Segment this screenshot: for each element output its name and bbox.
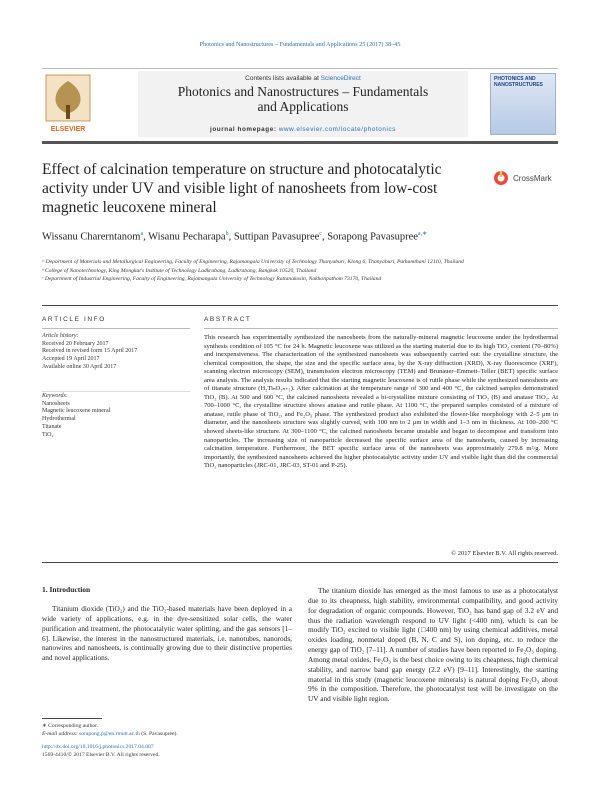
sciencedirect-link[interactable]: ScienceDirect <box>320 75 361 82</box>
keyword-item: Nanosheets <box>42 400 70 407</box>
history-item: Accepted 19 April 2017 <box>42 356 100 363</box>
affiliation-list <box>42 258 552 284</box>
crossmark-badge[interactable] <box>493 170 559 188</box>
section-heading-introduction: 1. Introduction <box>42 585 91 594</box>
history-label: Article history: <box>42 333 79 339</box>
keyword-item: Titanate <box>42 423 62 430</box>
body-paragraph: Titanium dioxide (TiO₂) and the TiO₂-based materials have been deployed in a wide variety of applications, e.g. in the dye-sensitized solar cells, the water purification and treatment, the photocatalytic water splitting, and the gas sensors [1–6]. Likewise, the interest in the nanostructured materials, i.e. nanotubes, nanorods, nanowires and nanosheets, is continually growing due to their distinctive properties and novel applications. <box>42 604 292 663</box>
doi-link[interactable]: http://dx.doi.org/10.1016/j.photonics.2017.04.007 <box>42 744 154 750</box>
corresponding-label: ∗ Corresponding author. <box>42 723 99 729</box>
abstract-body: This research has experimentally synthesized the nanosheets from the naturally-mineral magnetic leucoxene under the hydrothermal synthesis condition of 105 °C for 24 h. Magnetic leucoxene was utilized as the starting material due to its high TiO₂ content (70–80%) and inexpensiveness. The characterization of the synthesized nanosheets was subsequently carried out: the crystalline structure, the chemical composition, the shape, the size and the specific surface area, by the X-ray diffraction (XRD), X-ray fluorescence (XRF), scanning electron microscopy (SEM), transmission electron microscopy (TEM) and Brunauer–Emmett–Teller (BET) specific surface area analysis. The analysis results indicated that the starting magnetic leucoxene is of rutile phase while the synthesized nanosheets are of titanate structure (H₂TiₙO₂ₙ₊₁). After calcination at the temperature range of 300 and 400 °C, the calcined samples demonstrated TiO₂ (B). At 500 and 600 °C, the calcined nanosheets revealed a bi-crystalline mixture consisting of TiO₂ (B) and anatase TiO₂. At 700–1000 °C, the crystalline structure shows anatase and rutile phase. At 1100 °C, the prepared samples consisted of a mixture of anatase, rutile phase of TiO₂, and Fe₂O₃ phase. The synthesized product also exhibited the flower-like morphology with 2–5 μm in diameter, and the nanosheets structure was slightly curved, with 100 nm to 2 μm in width and 1–3 nm in thickness. At 100–200 °C showed sheets-like structure. At 300–1100 °C, the calcined nanosheets became unstable and began to decompose and transform into nanoparticles. The increasing size of nanoparticle decreased the specific surface area of the nanosheets, caused by increasing calcination temperature. Furthermore, the BET specific surface area of the nanosheets was approximately 279.8 m²/g. More importantly, the synthesized nanosheets achieved the higher photocatalytic activity under UV and visible light than did the commercial TiO₂ nanoparticles (JRC-01, JRC-03, ST-01 and P-25). <box>204 334 558 470</box>
article-history <box>42 333 190 372</box>
keyword-item: TiO₂ <box>42 431 54 438</box>
homepage-line <box>138 126 468 133</box>
divider <box>42 305 558 306</box>
email-suffix: (S. Pavasupree). <box>141 731 178 737</box>
homepage-label: journal homepage: <box>210 126 277 133</box>
author-name: Wisanu Pecharapa <box>148 231 226 243</box>
affiliation-item: ᶜ Department of Industrial Engineering, Faculty of Engineering, Rajamangala University of Technology Rattanakosin, Nakhonpathom 73170, Thailand <box>42 276 382 282</box>
history-item: Received in revised form 15 April 2017 <box>42 348 138 355</box>
cover-title: PHOTONICS AND NANOSTRUCTURES <box>494 76 543 88</box>
crossmark-label: CrossMark <box>513 174 552 183</box>
journal-name-line2: and Applications <box>257 99 349 114</box>
email-link[interactable]: sorapong.p@en.rmutt.ac.th <box>79 731 140 737</box>
affiliation-item: ᵃ Department of Materials and Metallurgical Engineering, Faculty of Engineering, Rajamangala University of Technology Thanyaburi, Klong 6, Thanyaburi, Pathumthani 12110, Thailand <box>42 259 464 265</box>
divider <box>42 391 190 392</box>
affiliation-item: ᵇ College of Nanotechnology, King Mongkut's Institute of Technology Ladkrabang, Ladkrabang, Bangkok 10520, Thailand <box>42 267 317 274</box>
journal-citation[interactable]: Photonics and Nanostructures – Fundamentals and Applications 25 (2017) 38–45 <box>199 41 401 48</box>
divider <box>204 328 558 329</box>
elsevier-wordmark: ELSEVIER <box>50 126 86 133</box>
divider <box>42 328 190 329</box>
journal-cover-thumbnail <box>490 73 556 135</box>
author-name: Suttipan Pavasupree <box>233 231 320 243</box>
divider <box>42 718 102 719</box>
elsevier-logo <box>44 73 92 135</box>
email-label: E-mail address: <box>42 731 78 737</box>
author-name: Wissanu Charerntanom <box>42 231 141 243</box>
divider <box>42 562 558 563</box>
history-item: Received 20 February 2017 <box>42 340 109 347</box>
contents-line <box>138 75 468 82</box>
author-affil-marker[interactable]: c <box>319 231 322 237</box>
contents-prefix: Contents lists available at <box>245 75 319 82</box>
issn-line: 1569-4410/© 2017 Elsevier B.V. All rights reserved. <box>42 752 160 758</box>
abstract-heading: ABSTRACT <box>204 316 252 323</box>
journal-name <box>138 84 468 114</box>
keyword-list <box>42 393 190 439</box>
author-affil-marker[interactable]: a <box>140 231 144 237</box>
history-item: Available online 30 April 2017 <box>42 363 117 370</box>
author-affil-marker[interactable]: a,∗ <box>417 231 428 237</box>
abstract-copyright: © 2017 Elsevier B.V. All rights reserved. <box>451 550 558 557</box>
crossmark-icon <box>493 170 509 186</box>
article-title: Effect of calcination temperature on structure and photocatalytic activity under UV and visible light of nanosheets from low-cost magnetic leucoxene mineral <box>42 161 442 216</box>
author-list: Wissanu Charerntanom$^a$, Wisanu Pecharapa$^b$, Suttipan Pavasupree$^c$, Sorapong Pavasupree$^{a,∗}$ <box>42 231 428 243</box>
keywords-label: Keywords: <box>42 393 68 399</box>
author-affil-marker[interactable]: b <box>225 231 229 237</box>
header-center <box>138 71 468 137</box>
body-column-left <box>42 604 292 663</box>
body-column-right <box>308 586 558 704</box>
corresponding-author-footnote <box>42 722 292 738</box>
article-info-heading: ARTICLE INFO <box>42 316 106 323</box>
journal-name-line1: Photonics and Nanostructures – Fundamentals <box>177 84 429 99</box>
keyword-item: Hydrothermal <box>42 416 76 423</box>
homepage-url[interactable]: www.elsevier.com/locate/photonics <box>278 126 396 133</box>
author-name: Sorapong Pavasupree <box>327 231 418 243</box>
keyword-item: Magnetic leucoxene mineral <box>42 408 111 415</box>
body-paragraph: The titanium dioxide has emerged as the most famous to use as a photocatalyst due to its cheapness, high stability, environmental compatibility, and good activity for degradation of organic compounds. However, TiO₂ has band gap of 3.2 eV and thus the radiation wavelength respond to UV light (<400 nm), which is can be modify TiO₂ excited to visible light (□400 nm) by using chemical additives, metal oxides loading, nonmetal doped (B, N, C and S), ion doping, etc. to reduce the energy gap of TiO₂ [7–11]. A number of studies have been reported to Fe₂O₃ doping. Among metal oxides, Fe₂O₃ is the best choice owing to its cheapness, high chemical stability, and narrow band gap energy (2.2 eV) [9–11]. Interestingly, the starting material in this study (magnetic leucoxene minerals) is natural doping Fe₂O₃ about 9% in the composition. Therefore, the photocatalyst test will be investigate on the UV and visible light region. <box>308 586 558 704</box>
journal-header <box>42 68 558 144</box>
